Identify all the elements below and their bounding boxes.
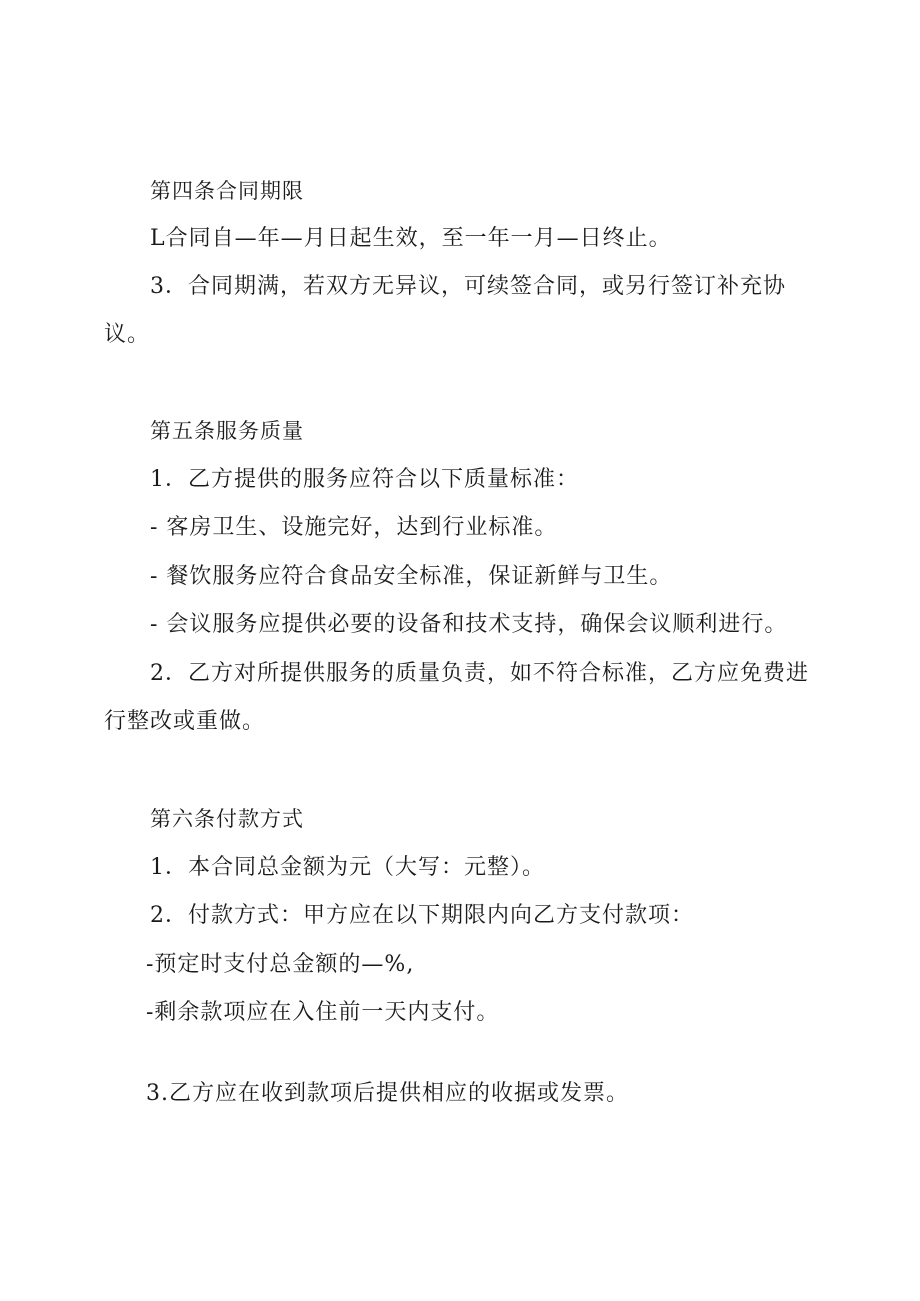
section-4-line-2: 3．合同期满，若双方无异议，可续签合同，或另行签订补充协	[150, 274, 786, 299]
section-6-line-5: 3.乙方应在收到款项后提供相应的收据或发票。	[146, 1081, 629, 1106]
section-5-line-6: 行整改或重做。	[104, 709, 266, 734]
section-6-line-2: 2．付款方式：甲方应在以下期限内向乙方支付款项：	[150, 903, 694, 928]
section-4-line-3: 议。	[104, 322, 151, 347]
section-6-line-4: -剩余款项应在入住前一天内支付。	[146, 1000, 500, 1025]
section-heading-6: 第六条付款方式	[150, 807, 304, 831]
section-5-line-1: 1．乙方提供的服务应符合以下质量标准：	[150, 467, 579, 492]
section-6-line-3: -预定时支付总金额的—%,	[146, 952, 415, 977]
section-5-line-4: - 会议服务应提供必要的设备和技术支持，确保会议顺利进行。	[150, 612, 788, 637]
section-heading-4: 第四条合同期限	[150, 179, 304, 203]
section-5-line-5: 2．乙方对所提供服务的质量负责，如不符合标准，乙方应免费进	[150, 661, 809, 686]
section-heading-5: 第五条服务质量	[150, 419, 304, 443]
section-4-line-1: L合同自—年—月日起生效，至一年一月—日终止。	[150, 226, 672, 251]
section-5-line-3: - 餐饮服务应符合食品安全标准，保证新鲜与卫生。	[150, 564, 673, 589]
section-6-line-1: 1．本合同总金额为元（大写：元整）。	[150, 855, 545, 880]
section-5-line-2: - 客房卫生、设施完好，达到行业标准。	[150, 515, 558, 540]
